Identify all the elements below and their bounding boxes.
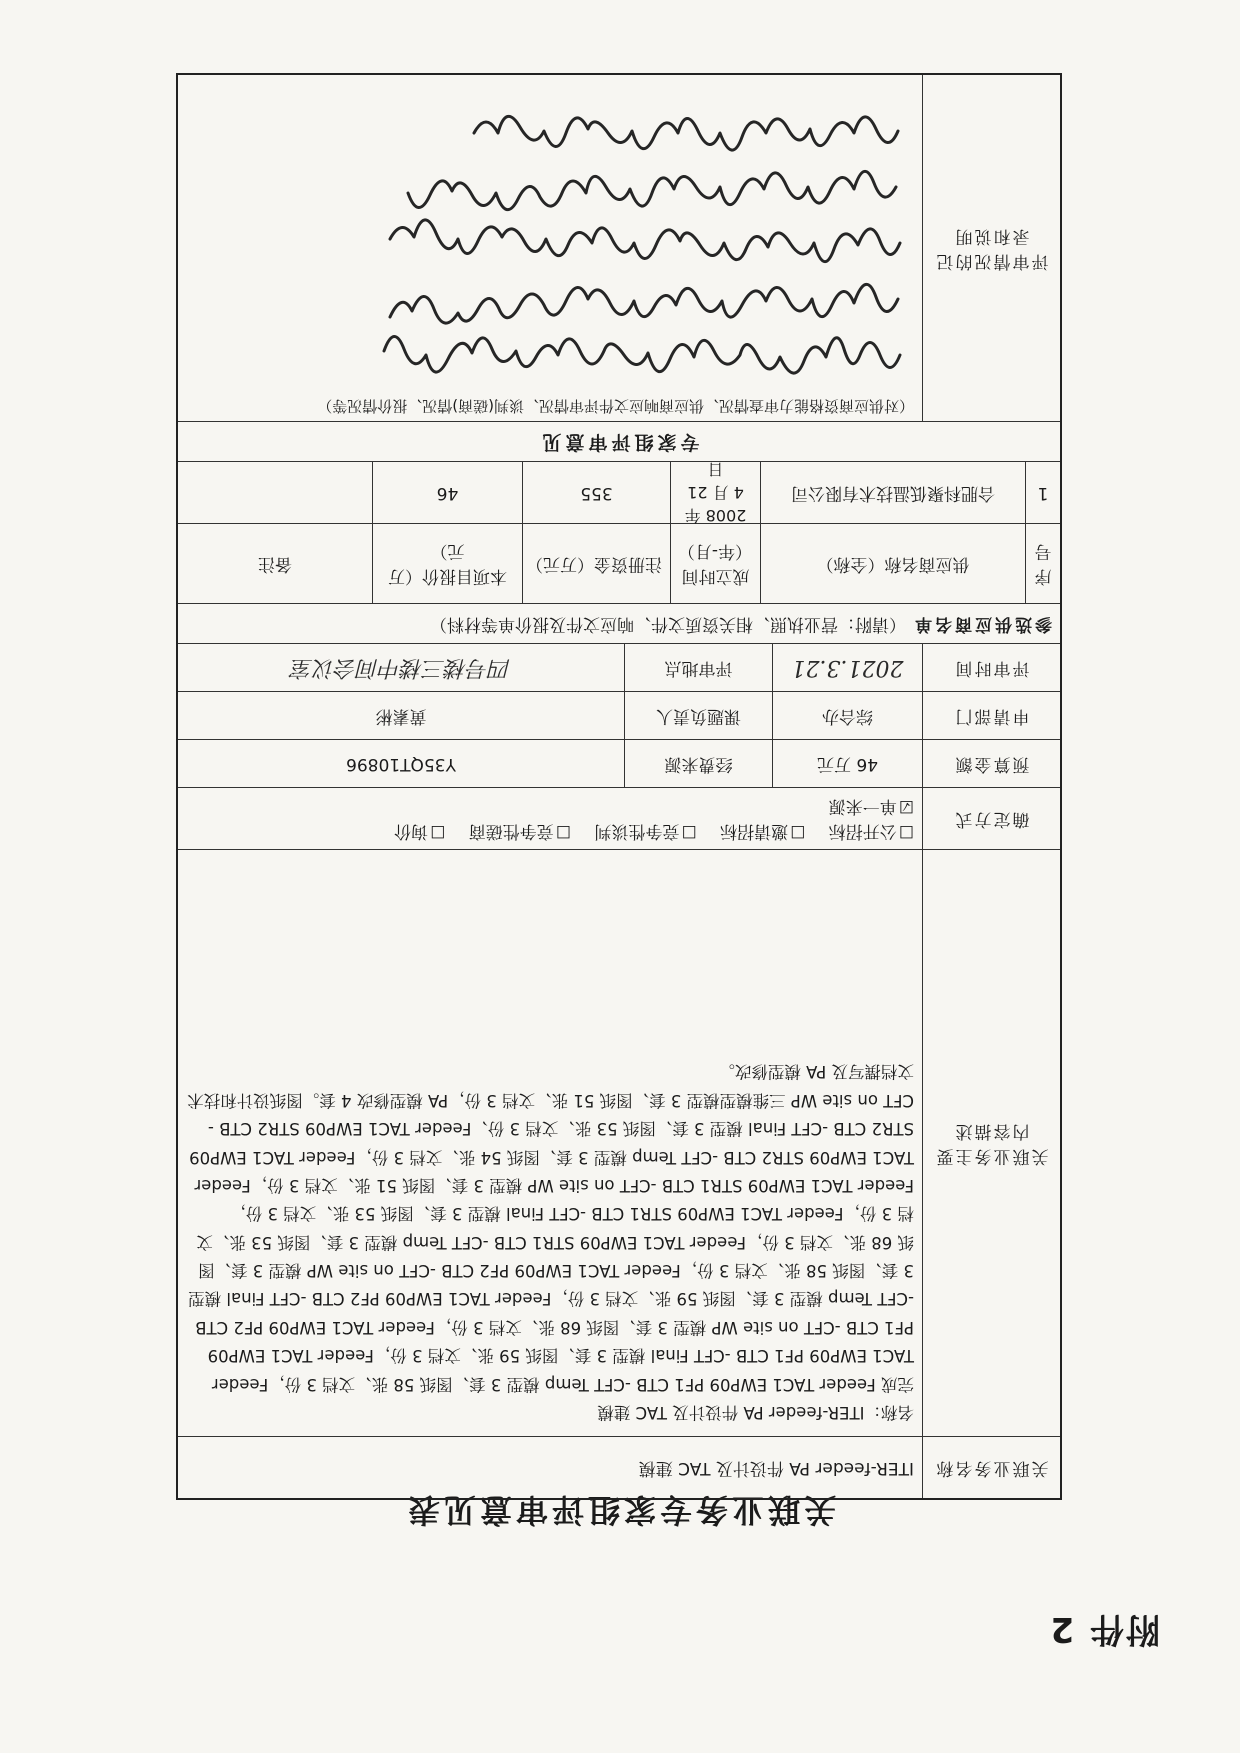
department-value: 综合办: [772, 692, 922, 739]
budget-label: 预算金额: [922, 740, 1060, 787]
method-option-inquiry[interactable]: ☐询价: [394, 821, 446, 842]
method-option-invited[interactable]: ☐邀请招标: [720, 821, 806, 842]
col-header-price: 本项目报价（万元）: [372, 524, 522, 603]
supplier-no: 1: [1025, 462, 1060, 523]
row-expert-heading: [178, 421, 1060, 461]
business-name-label: 关联业务名称: [922, 1437, 1060, 1498]
supplier-list-title: 参选供应商名单: [912, 613, 1052, 634]
fund-source-label: 经费来源: [624, 740, 772, 787]
supplier-name: 合肥科聚低温技术有限公司: [760, 462, 1025, 523]
expert-record-label: 评审情况的记录和说明: [922, 75, 1060, 421]
method-option-public[interactable]: ☐公开招标: [828, 821, 914, 842]
department-label: 申请部门: [922, 692, 1060, 739]
row-supplier-heading: [178, 603, 1060, 643]
business-name-value: ITER-feeder PA 件设计及 TAC 建模: [638, 1457, 914, 1478]
row-business-content: [178, 849, 1060, 1436]
col-header-remark: 备注: [258, 553, 292, 574]
supplier-founded: 2008 年 4 月 21 日: [670, 462, 760, 523]
review-time-value: 2021.3.21: [772, 644, 922, 691]
expert-record-content: [178, 75, 922, 421]
expert-opinion-heading: 专家组评审意见: [538, 431, 700, 454]
business-content-text: 名称：ITER-feeder PA 件设计及 TAC 建模 完成 Feeder TAC1 EWP09 PF1 CTB -CFT Temp 模型 3 套、图纸 58 张、文档 3 份，Feeder TAC1 EWP09 PF1 CTB -CFT Final 模型 3 套、图纸 59 张、文档 3 份，Feeder TAC1 EWP09 PF1 CTB -CFT on site WP 模型 3 套、图纸 68 张、文档 3 份，Feeder TAC1 EWP09 PF2 CTB -CFT Temp 模型 3 套、图纸 59 张、文档 3 份，Feeder TAC1 EWP09 PF2 CTB -CFT Final 模型 3 套、图纸 58 张、文档 3 份，Feeder TAC1 EWP09 PF2 CTB -CFT on site WP 模型 3 套、图纸 68 张、文档 3 份，Feeder TAC1 EWP09 STR1 CTB -CFT Temp 模型 3 套、图纸 53 张、文档 3 份，Feeder TAC1 EWP09 STR1 CTB -CFT Final 模型 3 套、图纸 53 张、文档 3 份，Feeder TAC1 EWP09 STR1 CTB -CFT on site WP 模型 3 套、图纸 51 张、文档 3 份，Feeder TAC1 EWP09 STR2 CTB -CFT Temp 模型 3 套、图纸 54 张、文档 3 份，Feeder TAC1 EWP09 STR2 CTB -CFT Final 模型 3 套、图纸 53 张、文档 3 份、Feeder TAC1 EWP09 STR2 CTB -CFT on site WP 三维模型模型 3 套、图纸 51 张、文档 3 份，PA 模型修改 4 套。图纸设计和技术文档撰写及 PA 模型修改。: [187, 1062, 914, 1422]
col-header-supplier-name: 供应商名称（全称）: [760, 524, 1025, 603]
row-review-time: [178, 643, 1060, 691]
row-expert-opinion: [178, 75, 1060, 421]
supplier-row: [178, 459, 1060, 526]
review-time-label: 评审时间: [922, 644, 1060, 691]
row-business-name: [178, 1436, 1060, 1498]
project-leader-value: 黄素彬: [375, 705, 427, 726]
col-header-no: 序号: [1025, 524, 1060, 603]
handwritten-comments: [186, 96, 914, 396]
method-options: [178, 788, 922, 849]
attachment-label: 附件 2: [1048, 1609, 1160, 1649]
business-content-label: 关联业务主要内容描述: [922, 850, 1060, 1436]
form-title: 关联业务专家组评审意见表: [404, 1491, 837, 1529]
budget-value: 46 万元: [772, 740, 922, 787]
fund-source-value: Y35QT10896: [346, 753, 456, 774]
method-label: 确定方式: [922, 788, 1060, 849]
col-header-founded: 成立时间（年-月）: [670, 524, 760, 603]
supplier-capital: 355: [522, 462, 670, 523]
review-form-table: [176, 73, 1062, 1500]
method-option-consultation[interactable]: ☐竞争性磋商: [468, 821, 572, 842]
row-department: [178, 691, 1060, 739]
review-place-label: 评审地点: [624, 644, 772, 691]
method-option-negotiation[interactable]: ☐竞争性谈判: [594, 821, 697, 842]
method-option-single-source[interactable]: ☑单一来源: [828, 796, 914, 817]
supplier-remark: [178, 462, 372, 523]
row-budget: [178, 739, 1060, 787]
supplier-price: 46: [372, 462, 522, 523]
review-place-value: 四号楼三楼中间会议室: [291, 655, 512, 681]
row-method: [178, 787, 1060, 849]
expert-record-note: （对供应商资格能力审查情况、供应商响应文件评审情况、谈判(磋商)情况、报价情况等）: [317, 397, 914, 415]
supplier-list-heading: [178, 604, 1060, 643]
supplier-list-note: （请附：营业执照、相关资质文件、响应文件及报价单等材料）: [430, 613, 906, 634]
project-leader-label: 课题负责人: [624, 692, 772, 739]
col-header-capital: 注册资金（万元）: [522, 524, 670, 603]
supplier-table-header: [178, 523, 1060, 603]
